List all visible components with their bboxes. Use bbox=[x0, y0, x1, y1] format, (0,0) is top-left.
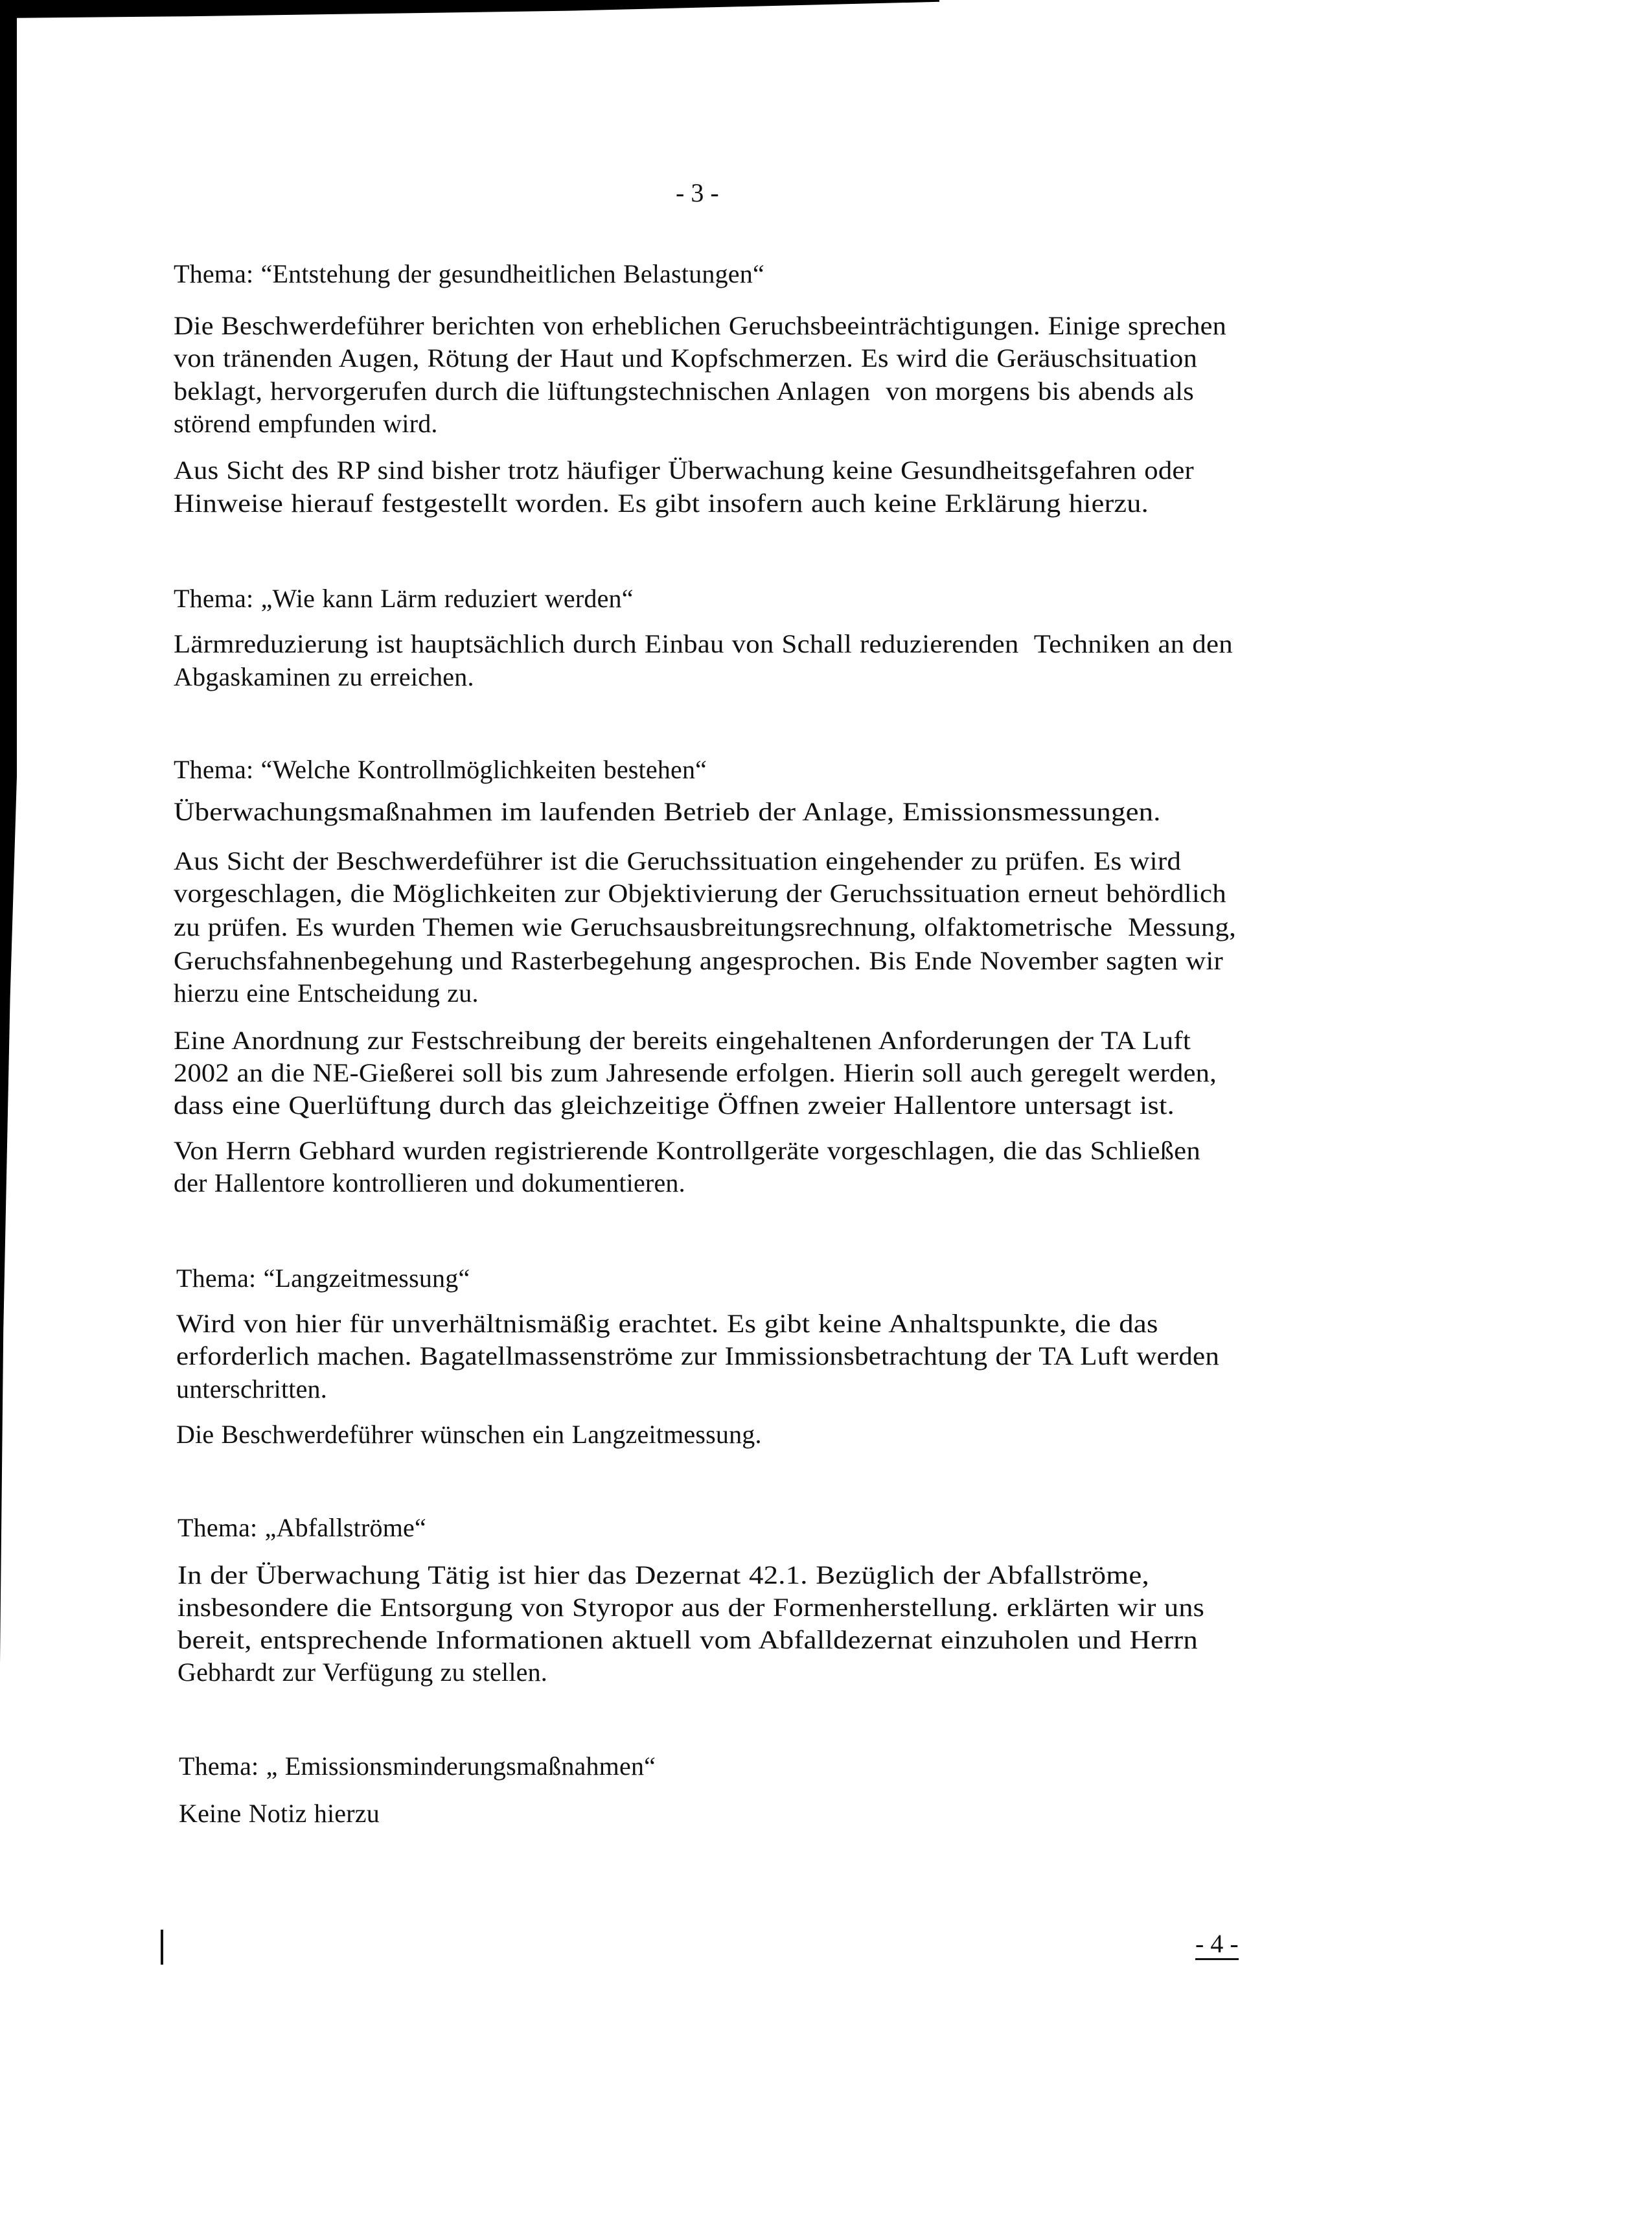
body-line: Hinweise hierauf festgestellt worden. Es gibt insofern auch keine Erklärung hierzu. bbox=[174, 489, 1149, 518]
body-line: unterschritten. bbox=[176, 1374, 327, 1404]
scan-edge-left bbox=[0, 0, 17, 2218]
body-line: Aus Sicht der Beschwerdeführer ist die Geruchssituation eingehender zu prüfen. Es wird bbox=[174, 846, 1182, 875]
body-line: Keine Notiz hierzu bbox=[179, 1799, 380, 1828]
body-line: beklagt, hervorgerufen durch die lüftungstechnischen Anlagen von morgens bis abends als bbox=[174, 376, 1194, 406]
body-line: Abgaskaminen zu erreichen. bbox=[174, 662, 474, 691]
body-line: 2002 an die NE-Gießerei soll bis zum Jahresende erfolgen. Hierin soll auch geregelt werden, bbox=[174, 1058, 1217, 1087]
body-line: Die Beschwerdeführer berichten von erheblichen Geruchsbeeinträchtigungen. Einige sprechen bbox=[174, 311, 1226, 340]
section-heading: Thema: “Langzeitmessung“ bbox=[176, 1264, 470, 1293]
section-heading: Thema: “Entstehung der gesundheitlichen Belastungen“ bbox=[174, 259, 764, 288]
body-line: Gebhardt zur Verfügung zu stellen. bbox=[178, 1658, 547, 1687]
body-line: dass eine Querlüftung durch das gleichzeitige Öffnen zweier Hallentore untersagt ist. bbox=[174, 1091, 1175, 1120]
body-line: bereit, entsprechende Informationen aktuell vom Abfalldezernat einzuholen und Herrn bbox=[178, 1625, 1199, 1654]
body-line: störend empfunden wird. bbox=[174, 409, 438, 438]
body-line: der Hallentore kontrollieren und dokumentieren. bbox=[174, 1168, 685, 1197]
body-line: hierzu eine Entscheidung zu. bbox=[174, 978, 479, 1008]
body-line: Die Beschwerdeführer wünschen ein Langzeitmessung. bbox=[176, 1420, 762, 1449]
next-page-indicator: - 4 - bbox=[1195, 1931, 1239, 1960]
section-heading: Thema: “Welche Kontrollmöglichkeiten bestehen“ bbox=[174, 755, 707, 784]
body-line: Wird von hier für unverhältnismäßig erachtet. Es gibt keine Anhaltspunkte, die das bbox=[176, 1309, 1158, 1338]
section-heading: Thema: „Wie kann Lärm reduziert werden“ bbox=[174, 584, 634, 613]
section-heading: Thema: „Abfallströme“ bbox=[178, 1513, 426, 1542]
body-line: Von Herrn Gebhard wurden registrierende Kontrollgeräte vorgeschlagen, die das Schließen bbox=[174, 1136, 1200, 1165]
body-line: erforderlich machen. Bagatellmassenströme zur Immissionsbetrachtung der TA Luft werden bbox=[176, 1341, 1220, 1370]
body-line: Aus Sicht des RP sind bisher trotz häufiger Überwachung keine Gesundheitsgefahren oder bbox=[174, 456, 1194, 485]
page-number: - 3 - bbox=[676, 178, 719, 207]
body-line: In der Überwachung Tätig ist hier das Dezernat 42.1. Bezüglich der Abfallströme, bbox=[178, 1560, 1149, 1589]
body-line: zu prüfen. Es wurden Themen wie Geruchsausbreitungsrechnung, olfaktometrische Messung, bbox=[174, 912, 1236, 941]
scan-edge-top bbox=[0, 0, 939, 18]
body-line: Eine Anordnung zur Festschreibung der bereits eingehaltenen Anforderungen der TA Luft bbox=[174, 1026, 1191, 1055]
body-line: Lärmreduzierung ist hauptsächlich durch Einbau von Schall reduzierenden Techniken an den bbox=[174, 629, 1233, 658]
body-line: Geruchsfahnenbegehung und Rasterbegehung angesprochen. Bis Ende November sagten wir bbox=[174, 946, 1224, 975]
body-line: vorgeschlagen, die Möglichkeiten zur Objektivierung der Geruchssituation erneut behördlich bbox=[174, 879, 1226, 908]
margin-bar bbox=[161, 1930, 163, 1965]
body-line: insbesondere die Entsorgung von Styropor aus der Formenherstellung. erklärten wir uns bbox=[178, 1593, 1205, 1622]
section-heading: Thema: „ Emissionsminderungsmaßnahmen“ bbox=[179, 1751, 656, 1781]
body-line: von tränenden Augen, Rötung der Haut und Kopfschmerzen. Es wird die Geräuschsituation bbox=[174, 343, 1197, 373]
body-line: Überwachungsmaßnahmen im laufenden Betrieb der Anlage, Emissionsmessungen. bbox=[174, 797, 1161, 826]
